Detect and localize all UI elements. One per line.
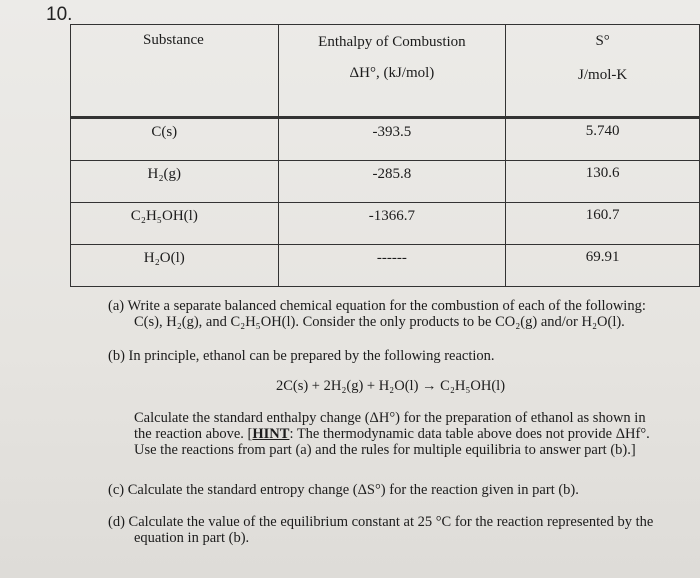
part-a-line-2: C(s), H₂(g), and C₂H₅OH(l). Consider the only products to be CO₂(g) and/or H₂O(l). [134, 314, 625, 330]
part-b [108, 348, 673, 364]
table-header-row [71, 25, 700, 118]
enthalpy-cell: -285.8 [372, 166, 412, 182]
header-enthalpy-unit: ΔH°, (kJ/mol) [349, 65, 435, 81]
substance-cell: C(s) [151, 124, 178, 140]
entropy-cell: 5.740 [585, 123, 620, 139]
question-number: 10. [46, 4, 73, 25]
table-row [71, 161, 700, 203]
entropy-cell: 69.91 [585, 249, 620, 265]
enthalpy-cell: -1366.7 [368, 208, 416, 224]
substance-cell: H₂(g) [147, 166, 182, 182]
part-b-equation-block [108, 378, 673, 394]
hint-label: HINT [252, 426, 290, 442]
enthalpy-cell: -393.5 [372, 124, 412, 140]
table-row [71, 245, 700, 287]
substance-cell: C₂H₅OH(l) [130, 208, 198, 224]
part-d [108, 514, 673, 546]
substance-cell: H₂O(l) [143, 250, 185, 266]
part-a-line-1: (a) Write a separate balanced chemical equation for the combustion of each of the following: [108, 298, 646, 314]
entropy-cell: 130.6 [585, 165, 620, 181]
part-b-line-1: (b) In principle, ethanol can be prepared by the following reaction. [108, 348, 495, 364]
table-row [71, 118, 700, 161]
header-entropy: S° [595, 33, 610, 49]
header-entropy-unit: J/mol-K [578, 67, 628, 83]
thermo-data-table [70, 24, 700, 287]
part-b-line-3: the reaction above. [HINT: The thermodynamic data table above does not provide ΔHf°. [134, 426, 650, 442]
part-d-line-1: (d) Calculate the value of the equilibrium constant at 25 °C for the reaction represented by the [108, 514, 654, 530]
entropy-cell: 160.7 [585, 207, 620, 223]
part-b-instructions [108, 410, 673, 458]
enthalpy-cell: ------ [376, 250, 407, 266]
part-a [108, 298, 673, 330]
part-c-line-1: (c) Calculate the standard entropy change (ΔS°) for the reaction given in part (b). [108, 482, 579, 498]
part-b-line-4: Use the reactions from part (a) and the rules for multiple equilibria to answer part (b).] [134, 442, 636, 458]
reaction-equation: 2C(s) + 2H₂(g) + H₂O(l) → C₂H₅OH(l) [275, 378, 506, 394]
part-c [108, 482, 673, 498]
part-b-line-2: Calculate the standard enthalpy change (ΔH°) for the preparation of ethanol as shown in [134, 410, 646, 426]
part-d-line-2: equation in part (b). [134, 530, 250, 546]
header-enthalpy: Enthalpy of Combustion [318, 34, 466, 50]
table-row [71, 203, 700, 245]
header-substance: Substance [143, 32, 204, 48]
